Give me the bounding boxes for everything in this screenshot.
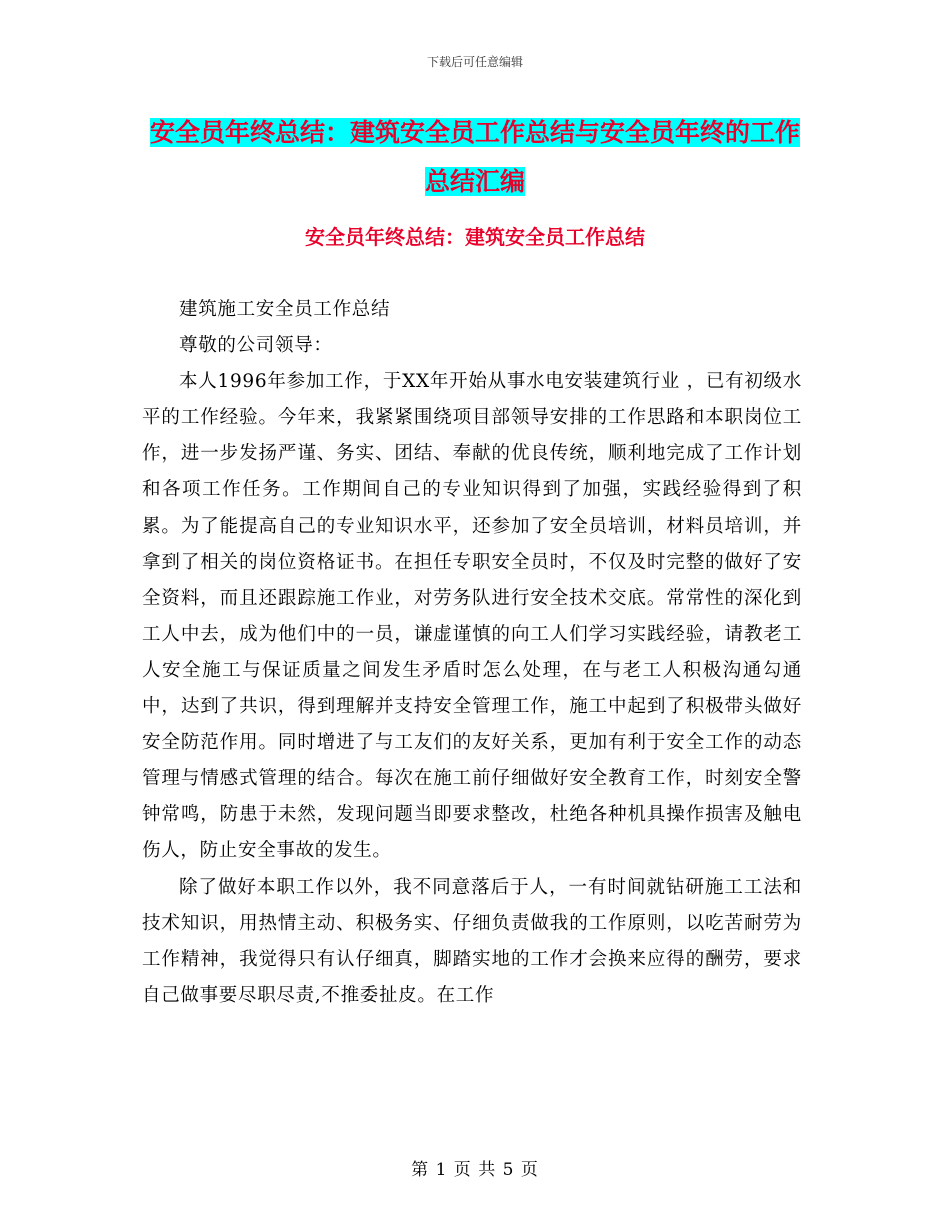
paragraph-salutation: 尊敬的公司领导： (179, 335, 333, 357)
document-title (140, 108, 810, 206)
paragraph-body: 除了做好本职工作以外，我不同意落后于人，一有时间就钻研施工工法和技术知识，用热情主动、积极务实、仔细负责做我的工作原则，以吃苦耐劳为工作精神，我觉得只有认仔细真，脚踏实地的工作才会换来应得的酬劳，要求自己做事要尽职尽责,不推委扯皮。在工作 (142, 876, 802, 1006)
page-footer: 第 1 页 共 5 页 (411, 1160, 539, 1180)
section-title: 安全员年终总结：建筑安全员工作总结 (305, 225, 645, 249)
paragraph-body: 本人1996年参加工作，于XX年开始从事水电安装建筑行业 ，已有初级水平的工作经验。今年来，我紧紧围绕项目部领导安排的工作思路和本职岗位工作，进一步发扬严谨、务实、团结、奉献的优良传统，顺利地完成了工作计划和各项工作任务。工作期间自己的专业知识得到了加强，实践经验得到了积累。为了能提高自己的专业知识水平，还参加了安全员培训，材料员培训，并拿到了相关的岗位资格证书。在担任专职安全员时，不仅及时完整的做好了安全资料，而且还跟踪施工作业，对劳务队进行安全技术交底。常常性的深化到工人中去，成为他们中的一员，谦虚谨慎的向工人们学习实践经验，请教老工人安全施工与保证质量之间发生矛盾时怎么处理，在与老工人积极沟通勾通中，达到了共识，得到理解并支持安全管理工作，施工中起到了积极带头做好安全防范作用。同时增进了与工友们的友好关系，更加有利于安全工作的动态管理与情感式管理的结合。每次在施工前仔细做好安全教育工作，时刻安全警钟常鸣，防患于未然，发现问题当即要求整改，杜绝各种机具操作损害及触电伤人，防止安全事故的发生。 (142, 371, 802, 862)
body-text (142, 292, 802, 1014)
header-note: 下载后可任意编辑 (426, 55, 523, 69)
document-title-text: 安全员年终总结：建筑安全员工作总结与安全员年终的工作总结汇编 (149, 118, 800, 196)
paragraph-heading: 建筑施工安全员工作总结 (179, 299, 391, 320)
